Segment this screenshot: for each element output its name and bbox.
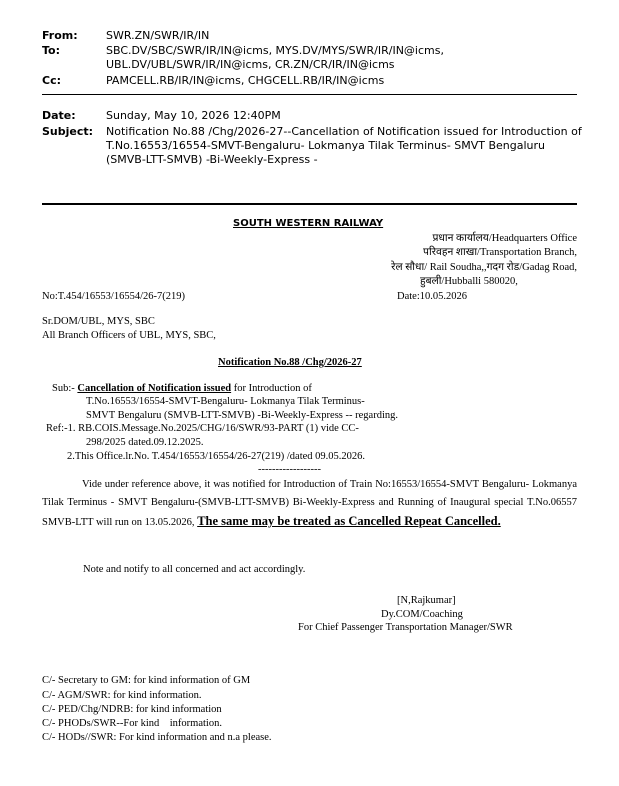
ref-line-3: 2.This Office.lr.No. T.454/16553/16554/26-27(219) /dated 09.05.2026. (67, 451, 366, 462)
date-label: Date: (42, 109, 76, 122)
cc-label: Cc: (42, 74, 61, 87)
railway-name: SOUTH WESTERN RAILWAY (233, 218, 384, 229)
note-line: Note and notify to all concerned and act accordingly. (83, 564, 306, 575)
signatory-name: [N,Rajkumar] (397, 595, 456, 606)
copy-line-3: C/- PED/Chg/NDRB: for kind information (42, 704, 222, 715)
subject-line-3: (SMVB-LTT-SMVB) -Bi-Weekly-Express - (106, 153, 318, 166)
from-value: SWR.ZN/SWR/IR/IN (106, 29, 210, 42)
letter-divider (42, 203, 577, 205)
body-emphasis: The same may be treated as Cancelled Repeat Cancelled. (197, 514, 501, 528)
notification-title: Notification No.88 /Chg/2026-27 (218, 357, 362, 368)
sub-prefix: Sub:- (52, 383, 78, 394)
subject-line-1: Notification No.88 /Chg/2026-27--Cancellation of Notification issued for Introduction of (106, 125, 582, 138)
to-label: To: (42, 44, 60, 57)
address-line-4: हुबली/Hubballi 580020, (420, 276, 518, 287)
separator-dashes: ------------------ (258, 464, 321, 475)
cc-value: PAMCELL.RB/IR/IN@icms, CHGCELL.RB/IR/IN@icms (106, 74, 385, 87)
sub-emphasis: Cancellation of Notification issued (77, 383, 232, 394)
subject-block (52, 382, 312, 395)
copy-line-1: C/- Secretary to GM: for kind information of GM (42, 675, 251, 686)
letter-date: Date:10.05.2026 (397, 291, 467, 302)
sub-rest: for Introduction of (231, 383, 312, 394)
addressee-line-2: All Branch Officers of UBL, MYS, SBC, (42, 330, 216, 341)
reference-number: No:T.454/16553/16554/26-7(219) (42, 291, 186, 302)
body-text: Vide under reference above, it was notified for Introduction of Train No:16553/16554-SMVT Bengaluru- Lokmanya Tilak Terminus - SMVT Bengaluru-(SMVB-LTT-SMVB) Bi-Weekly-Express and Running of Inaugural special T.No.06557 SMVB-LTT will run on 13.05.2026, (42, 479, 577, 528)
signatory-designation: Dy.COM/Coaching (381, 609, 463, 620)
to-line-1: SBC.DV/SBC/SWR/IR/IN@icms, MYS.DV/MYS/SWR/IR/IN@icms, (106, 44, 444, 57)
sub-line-2: T.No.16553/16554-SMVT-Bengaluru- Lokmanya Tilak Terminus- (86, 396, 365, 407)
address-line-1: प्रधान कार्यालय/Headquarters Office (432, 233, 577, 244)
ref-line-2: 298/2025 dated.09.12.2025. (86, 437, 204, 448)
copy-line-2: C/- AGM/SWR: for kind information. (42, 690, 202, 701)
address-line-3: रेल सौधा/ Rail Soudha,,गदग रोड/Gadag Road, (391, 262, 577, 273)
ref-line-1: Ref:-1. RB.COIS.Message.No.2025/CHG/16/SWR/93-PART (1) vide CC- (46, 423, 359, 434)
sub-line-3: SMVT Bengaluru (SMVB-LTT-SMVB) -Bi-Weekly-Express -- regarding. (86, 410, 398, 421)
body-paragraph (42, 476, 577, 532)
signatory-office: For Chief Passenger Transportation Manager/SWR (298, 622, 513, 633)
header-divider (42, 94, 577, 95)
addressee-line-1: Sr.DOM/UBL, MYS, SBC (42, 316, 155, 327)
date-value: Sunday, May 10, 2026 12:40PM (106, 109, 281, 122)
subject-line-2: T.No.16553/16554-SMVT-Bengaluru- Lokmanya Tilak Terminus- SMVT Bengaluru (106, 139, 546, 152)
copy-line-4: C/- PHODs/SWR--For kind information. (42, 718, 222, 729)
address-line-2: परिवहन शाखा/Transportation Branch, (423, 247, 577, 258)
from-label: From: (42, 29, 78, 42)
subject-label: Subject: (42, 125, 94, 138)
copy-line-5: C/- HODs//SWR: For kind information and n.a please. (42, 732, 272, 743)
to-line-2: UBL.DV/UBL/SWR/IR/IN@icms, CR.ZN/CR/IR/IN@icms (106, 58, 395, 71)
